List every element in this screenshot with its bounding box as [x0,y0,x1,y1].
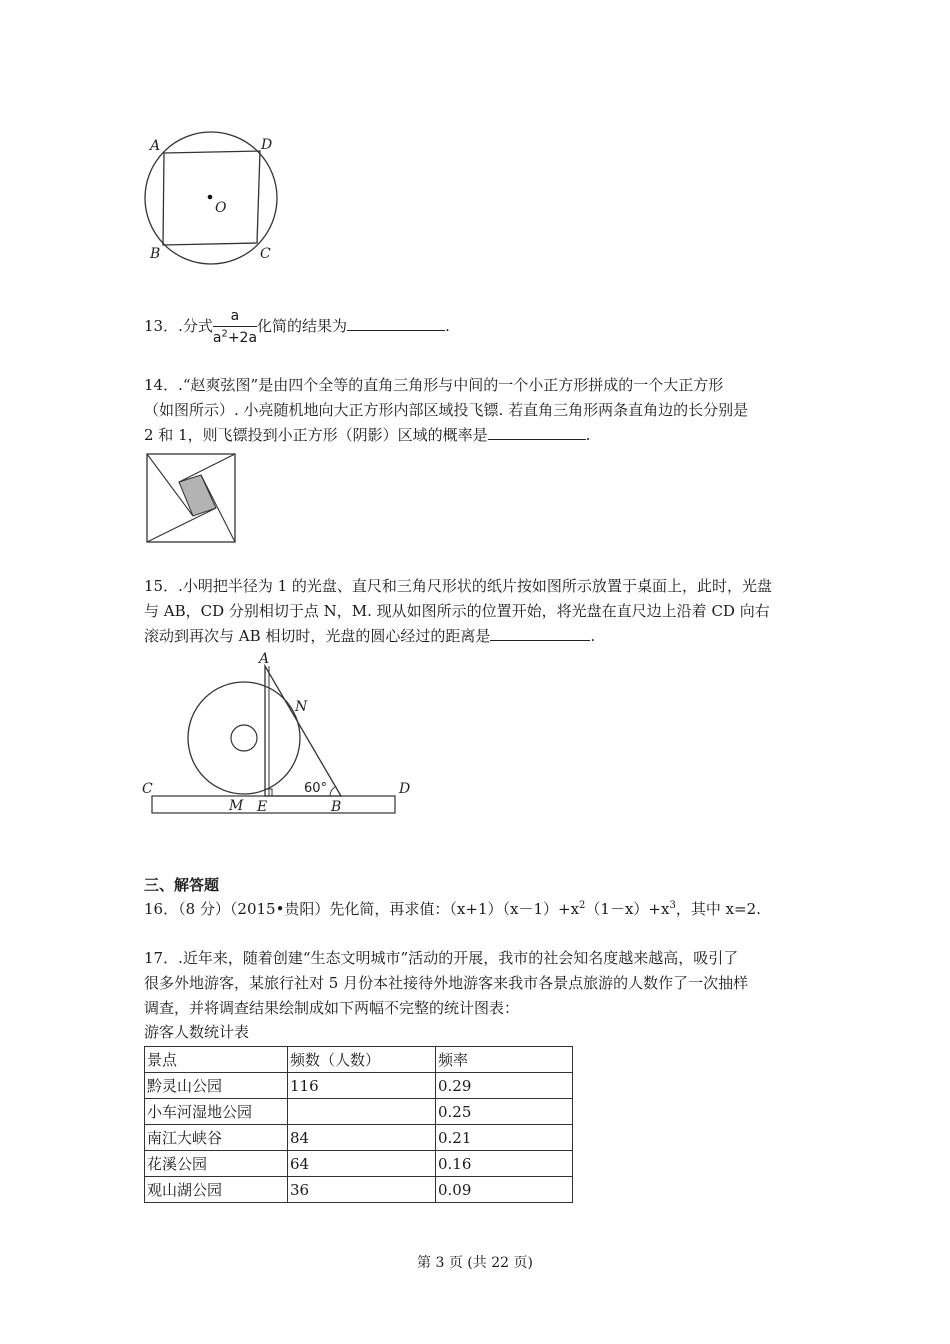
zhao-shuang-diagram [145,452,239,544]
table-cell: 116 [288,1073,436,1099]
label-b: B [331,799,342,815]
q15-line-1: 15．.小明把半径为 1 的光盘、直尺和三角尺形状的纸片按如图所示放置于桌面上，此时，光盘 [144,577,772,595]
q15-line-3-text: 滚动到再次与 AB 相切时，光盘的圆心经过的距离是 [144,627,491,645]
circle-square-figure [140,130,290,270]
denominator-rest: +2a [227,329,258,346]
header-cell: 频数（人数） [288,1047,436,1073]
table-cell: 36 [288,1177,436,1203]
q17-line-2: 很多外地游客，某旅行社对 5 月份本社接待外地游客来我市各景点旅游的人数作了一次抽样 [144,974,749,992]
table-cell: 84 [288,1125,436,1151]
header-cell: 景点 [145,1047,288,1073]
question-13 [144,306,450,348]
angle-arc [330,787,335,796]
label-d: D [261,137,273,153]
table-cell: 黔灵山公园 [145,1073,288,1099]
denominator-base: a [212,329,222,346]
q14-line-3 [144,422,590,448]
q17-line-1: 17．.近年来，随着创建“生态文明城市”活动的开展，我市的社会知名度越来越高，吸引了 [144,949,739,967]
disc-ruler-figure [138,650,418,820]
q15-line-2: 与 AB，CD 分别相切于点 N，M. 现从如图所示的位置开始，将光盘在直尺边上沿着 CD 向右 [144,602,770,620]
table-cell-empty[interactable] [288,1099,436,1125]
answer-blank-15[interactable] [490,639,590,641]
label-m: M [229,798,244,814]
answer-blank-14[interactable] [488,438,586,440]
table-row [145,1099,573,1125]
center-point [208,195,213,200]
table-row [145,1151,573,1177]
q16-prefix: 16．（8 分）（2015•贵阳）先化简，再求值：（x+1）（x－1）+x [144,900,580,918]
table-cell: 观山湖公园 [145,1177,288,1203]
q13-end: . [445,317,450,335]
q14-line-1: 14．.“赵爽弦图”是由四个全等的直角三角形与中间的一个小正方形拼成的一个大正方形 [144,376,724,394]
label-d: D [399,781,411,797]
table-row [145,1073,573,1099]
q15-line-3 [144,623,595,649]
table-cell: 0.09 [436,1177,573,1203]
page-footer: 第 3 页 (共 22 页) [417,1255,533,1271]
label-n: N [295,699,308,715]
table-cell: 小车河湿地公园 [145,1099,288,1125]
answer-blank-13[interactable] [347,329,445,331]
q16-suffix: ，其中 x=2. [675,900,761,918]
q16-exponent-2: 3 [669,900,676,911]
q14-line-2: （如图所示）. 小亮随机地向大正方形内部区域投飞镖. 若直角三角形两条直角边的长分别是 [144,401,749,419]
header-cell: 频率 [436,1047,573,1073]
label-a: A [259,651,270,667]
disc-outer [188,682,300,794]
tourist-stats-table [144,1046,573,1203]
q16-exponent-1: 2 [579,900,586,911]
table-cell: 64 [288,1151,436,1177]
label-a: A [150,138,161,154]
table-row [145,1125,573,1151]
q14-end: . [585,426,591,444]
table-cell: 南江大峡谷 [145,1125,288,1151]
ruler [152,796,395,813]
label-60-degrees: 60° [304,781,328,796]
label-b: B [150,246,161,262]
table-cell: 0.21 [436,1125,573,1151]
q13-prefix: 13．.分式 [144,317,213,335]
q17-line-3: 调查，并将调查结果绘制成如下两幅不完整的统计图表： [144,999,520,1017]
set-square [265,666,341,796]
fraction-numerator: a [213,307,257,327]
question-16 [144,896,761,922]
label-c: C [142,781,153,797]
q15-end: . [590,627,596,645]
table-cell: 0.29 [436,1073,573,1099]
label-o: O [215,200,227,216]
table-cell: 0.25 [436,1099,573,1125]
fraction [213,307,257,348]
denominator-exponent: 2 [221,327,228,339]
section-3-title: 三、解答题 [144,876,220,894]
q13-suffix: 化简的结果为 [257,317,348,335]
label-c: C [260,246,271,262]
fraction-denominator [213,327,257,348]
table-cell: 花溪公园 [145,1151,288,1177]
table-cell: 0.16 [436,1151,573,1177]
disc-inner [231,725,257,751]
q16-middle: （1－x）+x [585,900,670,918]
label-e: E [257,799,268,815]
q14-line-3-text: 2 和 1，则飞镖投到小正方形（阴影）区域的概率是 [144,426,488,444]
table-header-row [145,1047,573,1073]
table-title: 游客人数统计表 [144,1023,250,1041]
table-row [145,1177,573,1203]
